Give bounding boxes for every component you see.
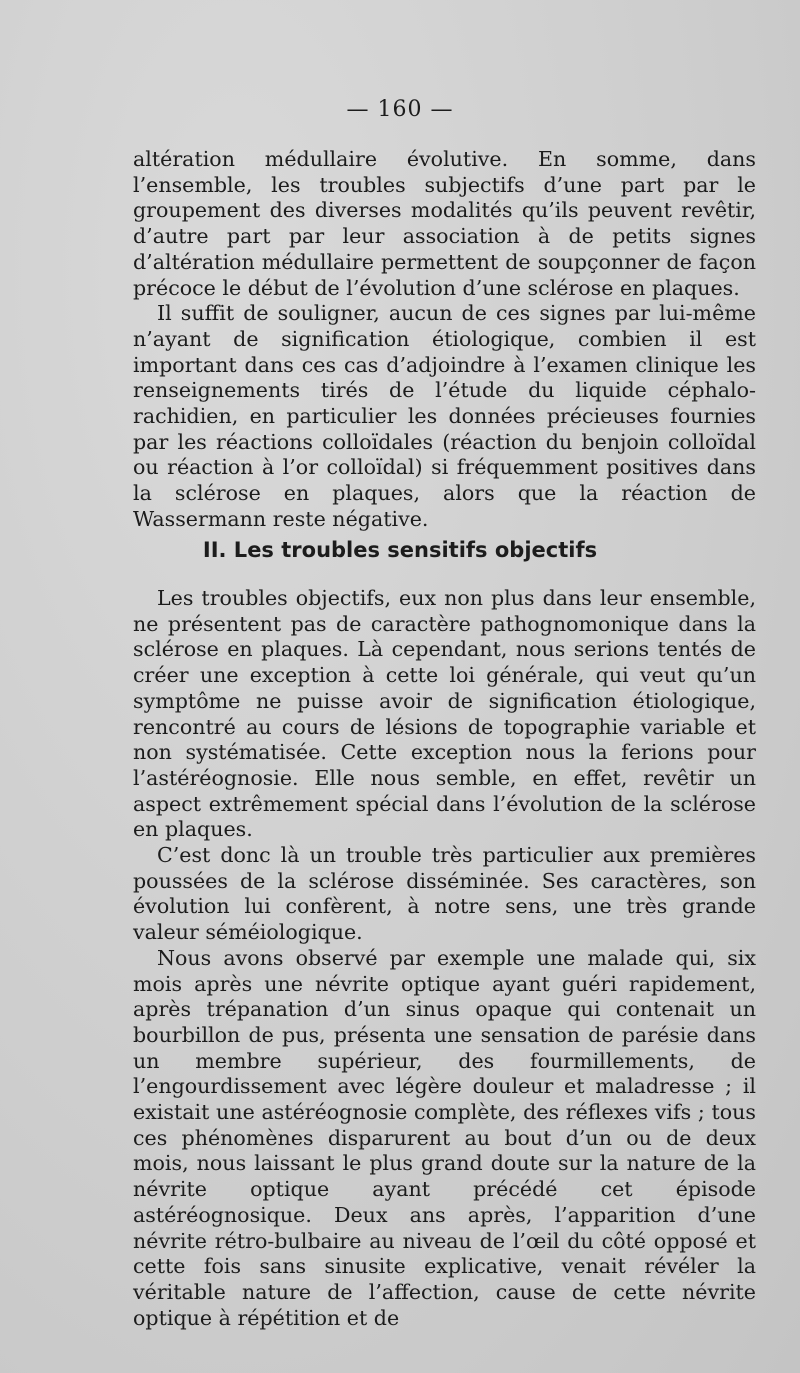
section-heading: II. Les troubles sensitifs objectifs xyxy=(202,538,598,562)
body-text-bottom xyxy=(133,586,756,1331)
paragraph: Les troubles objectifs, eux non plus dans leur ensemble, ne présentent pas de caractère pathognomonique dans la sclérose en plaques. Là cependant, nous serions tentés de créer une exception à cette loi générale, qui veut qu’un symptôme ne puisse avoir de signification étiologique, rencontré au cours de lésions de topographie variable et non systématisée. Cette exception nous la ferions pour l’astéréognosie. Elle nous semble, en effet, revêtir un aspect extrêmement spécial dans l’évolution de la sclérose en plaques. xyxy=(133,586,756,842)
paragraph: C’est donc là un trouble très particulier aux premières poussées de la sclérose disséminée. Ses caractères, son évolution lui confèrent, à notre sens, une très grande valeur séméiologique. xyxy=(133,843,756,945)
body-text-top xyxy=(133,147,756,533)
paragraph: Nous avons observé par exemple une malade qui, six mois après une névrite optique ayant guéri rapidement, après trépanation d’un sinus opaque qui contenait un bourbillon de pus, présenta une sensation de parésie dans un membre supérieur, des fourmillements, de l’engourdissement avec légère douleur et maladresse ; il existait une astéréognosie complète, des réflexes vifs ; tous ces phénomènes disparurent au bout d’un ou de deux mois, nous laissant le plus grand doute sur la nature de la névrite optique ayant précédé cet épisode astéréognosique. Deux ans après, l’apparition d’une névrite rétro-bulbaire au niveau de l’œil du côté opposé et cette fois sans sinusite explicative, venait révéler la véritable nature de l’affection, cause de cette névrite optique à répétition et de xyxy=(133,945,756,1330)
paragraph: altération médullaire évolutive. En somme, dans l’ensemble, les troubles subjectifs d’une part par le groupement des diverses modalités qu’ils peuvent revêtir, d’autre part par leur association à de petits signes d’altération médullaire permettent de soupçonner de façon précoce le début de l’évolution d’une sclérose en plaques. xyxy=(133,147,756,300)
paragraph: Il suffit de souligner, aucun de ces signes par lui-même n’ayant de signification étiologique, combien il est important dans ces cas d’adjoindre à l’examen clinique les renseignements tirés de l’étude du liquide céphalo-rachidien, en particulier les données précieuses fournies par les réactions colloïdales (réaction du benjoin colloïdal ou réaction à l’or colloïdal) si fréquemment positives dans la sclérose en plaques, alors que la réaction de Wassermann reste négative. xyxy=(133,301,756,531)
page-number: — 160 — xyxy=(346,97,454,122)
